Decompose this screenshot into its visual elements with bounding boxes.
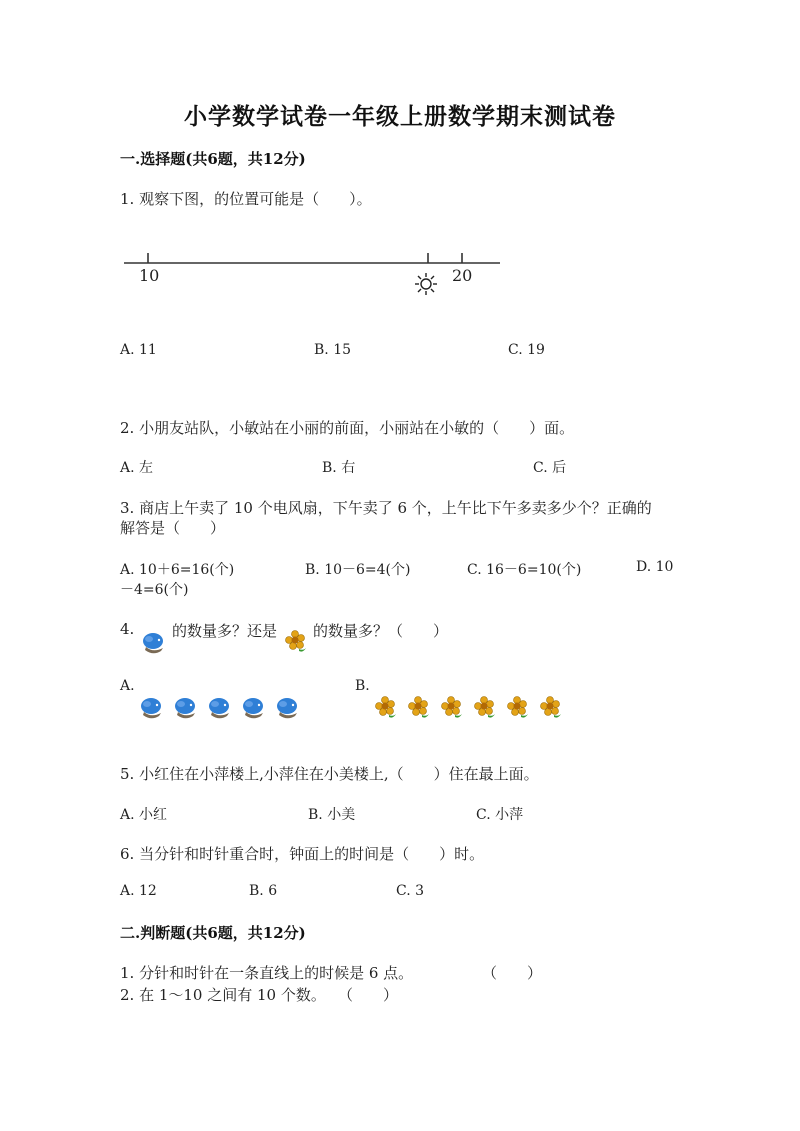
flower-icon <box>407 696 431 720</box>
flower-icon <box>440 696 464 720</box>
number-line-label-10: 10 <box>139 266 160 285</box>
question-4-number: 4. <box>120 620 135 638</box>
number-line-label-20: 20 <box>452 266 473 285</box>
q1-option-a[interactable]: A. 11 <box>120 342 157 358</box>
q2-option-b[interactable]: B. 右 <box>322 460 356 476</box>
question-5-text: 5. 小红住在小萍楼上,小萍住在小美楼上,（ ）住在最上面。 <box>120 765 539 783</box>
sun-icon <box>415 273 437 295</box>
q3-option-c[interactable]: C. 16－6=10(个) <box>467 562 582 578</box>
q4-option-a[interactable]: A. <box>120 678 135 694</box>
q3-option-a[interactable]: A. 10＋6=16(个) <box>120 562 235 578</box>
q5-option-a[interactable]: A. 小红 <box>120 807 168 823</box>
bird-icon <box>172 695 200 721</box>
question-3-text-line2: 解答是（ ） <box>120 519 226 537</box>
question-4-text-b: 的数量多？（ ） <box>313 622 449 640</box>
q2-option-a[interactable]: A. 左 <box>120 460 154 476</box>
q1-option-b[interactable]: B. 15 <box>314 342 352 358</box>
q4-bird-row <box>138 695 328 721</box>
q3-option-d-line2: －4=6(个) <box>120 582 189 598</box>
judge-2-blank[interactable]: （ ） <box>338 986 399 1004</box>
flower-icon <box>539 696 563 720</box>
question-4-text-a: 的数量多？还是 <box>172 622 278 640</box>
judge-1-blank[interactable]: （ ） <box>482 964 543 982</box>
q2-option-c[interactable]: C. 后 <box>533 460 567 476</box>
bird-icon <box>140 630 168 656</box>
bird-icon <box>206 695 234 721</box>
question-3-text: 3. 商店上午卖了 10 个电风扇，下午卖了 6 个，上午比下午多卖多少个？正确的 <box>120 499 652 517</box>
q6-option-a[interactable]: A. 12 <box>120 883 157 899</box>
q3-option-b[interactable]: B. 10－6=4(个) <box>305 562 411 578</box>
q1-option-c[interactable]: C. 19 <box>508 342 545 358</box>
section-heading-judge: 二.判断题(共6题，共12分) <box>120 924 306 942</box>
q5-option-b[interactable]: B. 小美 <box>308 807 356 823</box>
flower-icon <box>374 696 398 720</box>
bird-icon <box>138 695 166 721</box>
flower-icon <box>284 630 308 654</box>
bird-icon <box>240 695 268 721</box>
q6-option-b[interactable]: B. 6 <box>249 883 278 899</box>
question-6-text: 6. 当分针和时针重合时，钟面上的时间是（ ）时。 <box>120 845 485 863</box>
q4-flower-row <box>374 696 574 722</box>
q3-option-d[interactable]: D. 10 <box>636 559 674 575</box>
flower-icon <box>473 696 497 720</box>
q5-option-c[interactable]: C. 小萍 <box>476 807 524 823</box>
judge-2-text: 2. 在 1～10 之间有 10 个数。 <box>120 986 326 1004</box>
q4-option-b[interactable]: B. <box>355 678 370 694</box>
section-heading-choice: 一.选择题(共6题，共12分) <box>120 150 306 168</box>
question-1-text: 1. 观察下图，的位置可能是（ ）。 <box>120 190 372 208</box>
question-2-text: 2. 小朋友站队，小敏站在小丽的前面，小丽站在小敏的（ ）面。 <box>120 419 575 437</box>
flower-icon <box>506 696 530 720</box>
bird-icon <box>274 695 302 721</box>
judge-1-text: 1. 分针和时针在一条直线上的时候是 6 点。 <box>120 964 414 982</box>
q6-option-c[interactable]: C. 3 <box>396 883 425 899</box>
page-title: 小学数学试卷一年级上册数学期末测试卷 <box>184 103 616 130</box>
